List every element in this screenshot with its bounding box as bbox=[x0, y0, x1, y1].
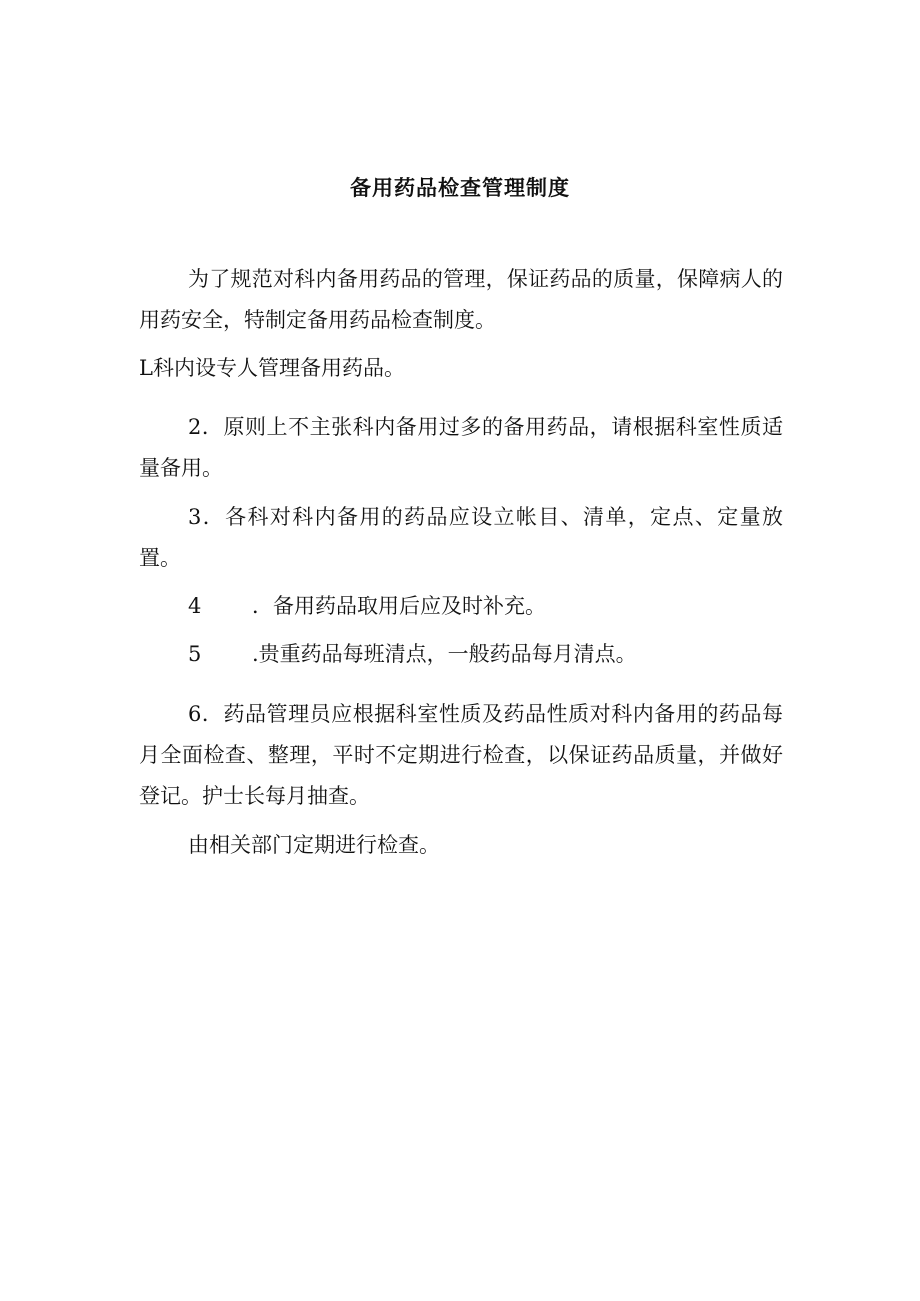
rule-item-5-number: 5 bbox=[188, 642, 202, 666]
rule-item-4-text: ．备用药品取用后应及时补充。 bbox=[252, 594, 546, 618]
rule-item-4-number: 4 bbox=[188, 594, 202, 618]
document-title: 备用药品检查管理制度 bbox=[350, 176, 570, 200]
rule-item-6: 6．药品管理员应根据科室性质及药品性质对科内备用的药品每月全面检查、整理，平时不定期进行检查，以保证药品质量，并做好登记。护士长每月抽查。 bbox=[139, 702, 783, 808]
rule-item-2: 2．原则上不主张科内备用过多的备用药品，请根据科室性质适量备用。 bbox=[139, 415, 783, 480]
rule-item-1: L科内设专人管理备用药品。 bbox=[139, 356, 405, 380]
rule-item-4 bbox=[139, 586, 783, 627]
rule-item-5 bbox=[139, 634, 783, 675]
rule-item-3: 3．各科对科内备用的药品应设立帐目、清单，定点、定量放置。 bbox=[139, 505, 783, 570]
intro-paragraph: 为了规范对科内备用药品的管理，保证药品的质量，保障病人的用药安全，特制定备用药品检查制度。 bbox=[139, 267, 783, 332]
rule-item-5-text: .贵重药品每班清点，一般药品每月清点。 bbox=[252, 642, 637, 666]
closing-line: 由相关部门定期进行检查。 bbox=[188, 833, 440, 857]
